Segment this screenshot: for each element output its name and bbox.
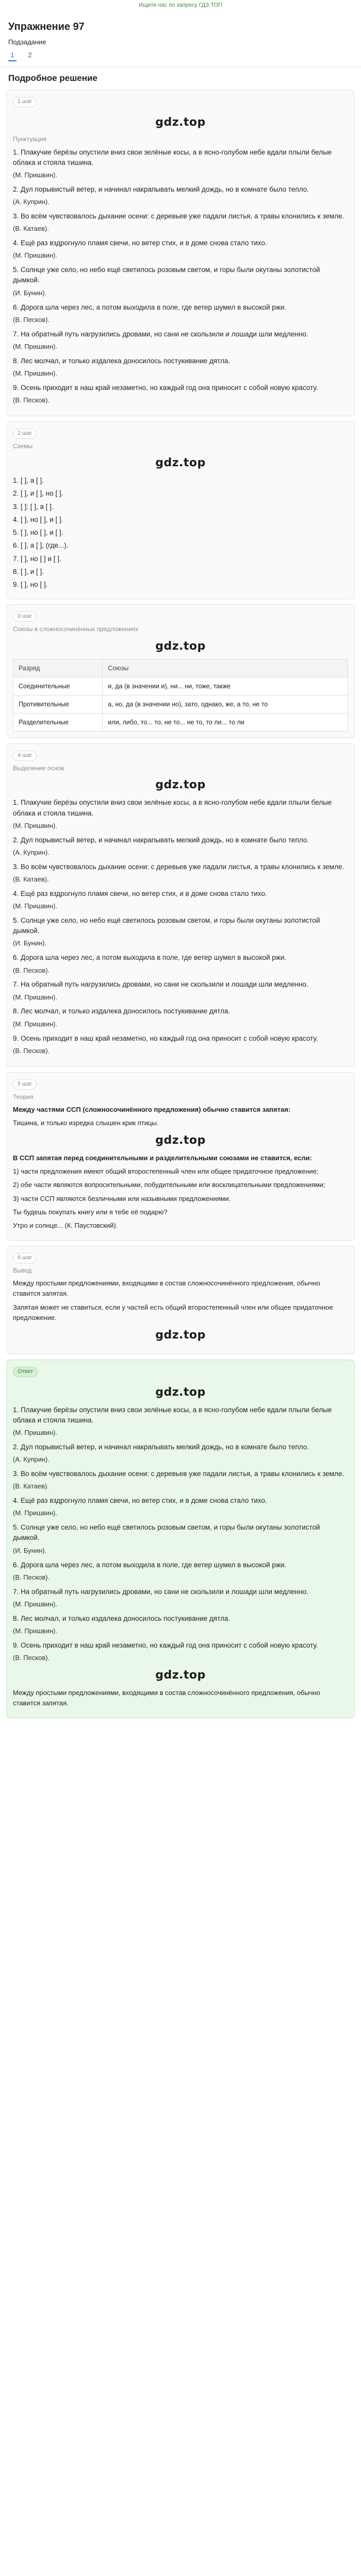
author-credit: (В. Песков). bbox=[13, 315, 50, 324]
sentence: 3. [ ]: [ ], а [ ]. bbox=[13, 502, 54, 511]
author-credit: (М. Пришвин). bbox=[13, 171, 57, 179]
conclusion-text: Запятая может не ставиться, если у частей есть общий второстепенный член или общее придаточное предложение. bbox=[13, 1303, 333, 1321]
sentence-list bbox=[13, 147, 348, 405]
watermark: gdz.top bbox=[155, 639, 206, 653]
author-credit: (В. Песков). bbox=[13, 1046, 50, 1055]
sentence: 9. Осень приходит в наш край незаметно, но каждый год она приносит с собой новую красоту. bbox=[13, 1034, 318, 1042]
author-credit: (В. Песков). bbox=[13, 1654, 50, 1662]
page-title: Упражнение 97 bbox=[8, 21, 85, 32]
sentence: 2. Дул порывистый ветер, и начинал накрапывать мелкий дождь, но в комнате было тепло. bbox=[13, 1443, 309, 1451]
sentence: 4. Ещё раз вздрогнуло пламя свечи, но ветер стих, и в доме снова стало тихо. bbox=[13, 239, 267, 247]
solution-heading: Подробное решение bbox=[8, 73, 97, 83]
author-credit: (М. Пришвин). bbox=[13, 1429, 57, 1437]
step-note: Пунктуация bbox=[13, 135, 46, 143]
sentence: 2. Дул порывистый ветер, и начинал накрапывать мелкий дождь, но в комнате было тепло. bbox=[13, 185, 309, 193]
table-cell: а, но, да (в значении но), зато, однако, же, а то, не то bbox=[103, 695, 348, 713]
step-note: Схемы bbox=[13, 442, 33, 450]
step-chip: 2 шаг bbox=[13, 429, 37, 439]
theory-example: Ты будешь покупать книгу или я тебе её подарю? bbox=[13, 1208, 168, 1216]
author-credit: (А. Куприн). bbox=[13, 848, 50, 856]
theory-bold: В ССП запятая перед соединительными и разделительными союзами не ставится, если: bbox=[13, 1154, 312, 1162]
theory-paragraph bbox=[13, 1105, 348, 1115]
sentence: 5. [ ], но [ ], и [ ]. bbox=[13, 529, 63, 537]
watermark: gdz.top bbox=[155, 116, 206, 129]
author-credit: (М. Пришвин). bbox=[13, 251, 57, 260]
sentence: 9. [ ], но [ ]. bbox=[13, 581, 48, 589]
author-credit: (В. Песков). bbox=[13, 966, 50, 974]
divider bbox=[0, 66, 361, 67]
sentence: 3. Во всём чувствовалось дыхание осени: с деревьев уже падали листья, а травы клонились к земле. bbox=[13, 1470, 344, 1478]
step-chip: 3 шаг bbox=[13, 612, 37, 622]
sentence: 9. Осень приходит в наш край незаметно, но каждый год она приносит с собой новую красоту. bbox=[13, 1641, 318, 1649]
sentence: 8. Лес молчал, и только издалека доносилось постукивание дятла. bbox=[13, 357, 231, 365]
sentence: 9. Осень приходит в наш край незаметно, но каждый год она приносит с собой новую красоту. bbox=[13, 383, 318, 392]
subtask-pager bbox=[8, 50, 353, 61]
answer-card bbox=[6, 1360, 355, 1718]
theory-example: Утро и солнце... (К. Паустовский). bbox=[13, 1221, 118, 1229]
theory-bold: Между частями ССП (сложносочинённого предложения) обычно ставится запятая: bbox=[13, 1105, 291, 1113]
table-cell: Противительные bbox=[13, 695, 103, 713]
table-cell: Соединительные bbox=[13, 677, 103, 695]
sentence: 6. [ ], а [ ], (где...). bbox=[13, 541, 69, 550]
conjunction-table bbox=[13, 659, 348, 732]
sentence: 4. Ещё раз вздрогнуло пламя свечи, но ветер стих, и в доме снова стало тихо. bbox=[13, 1497, 267, 1505]
sentence: 3. Во всём чувствовалось дыхание осени: с деревьев уже падали листья, а травы клонились к земле. bbox=[13, 862, 344, 871]
author-credit: (М. Пришвин). bbox=[13, 1020, 57, 1028]
step-note: Вывод bbox=[13, 1266, 32, 1274]
sentence: 1. Плакучие берёзы опустили вниз свои зелёные косы, а в ясно-голубом небе вдали плыли белые облака и стояла тишина. bbox=[13, 1405, 332, 1424]
answer-conclusion: Между простыми предложениями, входящими в состав сложносочинённого предложения, обычно ставится запятая. bbox=[13, 1688, 320, 1707]
watermark: gdz.top bbox=[155, 1328, 206, 1342]
sentence: 1. Плакучие берёзы опустили вниз свои зелёные косы, а в ясно-голубом небе вдали плыли белые облака и стояла тишина. bbox=[13, 799, 332, 817]
sentence: 5. Солнце уже село, но небо ещё светилось розовым светом, и горы были окутаны золотистой дымкой. bbox=[13, 266, 320, 284]
sentence: 5. Солнце уже село, но небо ещё светилось розовым светом, и горы были окутаны золотистой дымкой. bbox=[13, 916, 320, 935]
author-credit: (В. Песков). bbox=[13, 396, 50, 404]
sentence: 7. На обратный путь нагрузились дровами, но сани не скользили и лошади шли медленно. bbox=[13, 330, 308, 338]
sentence: 7. [ ], но [ ] и [ ]. bbox=[13, 554, 61, 563]
author-credit: (И. Бунин). bbox=[13, 289, 47, 297]
table-row bbox=[13, 713, 348, 731]
author-credit: (М. Пришвин). bbox=[13, 1509, 57, 1517]
sentence: 7. На обратный путь нагрузились дровами, но сани не скользили и лошади шли медленно. bbox=[13, 1587, 308, 1596]
watermark: gdz.top bbox=[155, 778, 206, 792]
author-credit: (М. Пришвин). bbox=[13, 902, 57, 910]
author-credit: (М. Пришвин). bbox=[13, 821, 57, 829]
sentence: 8. Лес молчал, и только издалека доносилось постукивание дятла. bbox=[13, 1614, 231, 1622]
step-note: Теория bbox=[13, 1093, 34, 1100]
sentence: 7. На обратный путь нагрузились дровами, но сани не скользили и лошади шли медленно. bbox=[13, 980, 308, 989]
author-credit: (М. Пришвин). bbox=[13, 1600, 57, 1608]
author-credit: (М. Пришвин). bbox=[13, 993, 57, 1001]
subtask-label: Подзадание bbox=[8, 38, 46, 46]
table-cell: Разделительные bbox=[13, 713, 103, 731]
sentence: 2. [ ], и [ ], но [ ]. bbox=[13, 489, 63, 498]
theory-rule: 1) части предложения имеют общий второстепенный член или общее придаточное предложение; bbox=[13, 1167, 319, 1176]
step-note: Выделение основ bbox=[13, 765, 64, 772]
step-card-4 bbox=[6, 743, 355, 1067]
sentence: 8. Лес молчал, и только издалека доносилось постукивание дятла. bbox=[13, 1007, 231, 1015]
answer-chip: Ответ bbox=[13, 1367, 38, 1377]
author-credit: (В. Катаев). bbox=[13, 1482, 49, 1490]
watermark: gdz.top bbox=[155, 1385, 206, 1399]
theory-paragraph bbox=[13, 1153, 348, 1163]
step-card-3 bbox=[6, 604, 355, 738]
scheme-list bbox=[13, 476, 348, 590]
sentence: 5. Солнце уже село, но небо ещё светилось розовым светом, и горы были окутаны золотистой дымкой. bbox=[13, 1523, 320, 1542]
author-credit: (В. Катаев). bbox=[13, 225, 49, 233]
table-cell: или, либо, то... то, не то... не то, то ли... то ли bbox=[103, 713, 348, 731]
table-header-cell: Разряд bbox=[13, 659, 103, 677]
sentence: 8. [ ], и [ ]. bbox=[13, 567, 44, 575]
author-credit: (М. Пришвин). bbox=[13, 342, 57, 350]
sentence: 6. Дорога шла через лес, а потом выходила в поле, где ветер шумел в высокой ржи. bbox=[13, 954, 287, 962]
table-header-cell: Союзы bbox=[103, 659, 348, 677]
top-banner-text: Ищите нас по запросу ГДЗ.ТОП bbox=[139, 2, 222, 8]
table-row bbox=[13, 695, 348, 713]
table-header-row bbox=[13, 659, 348, 677]
sentence: 2. Дул порывистый ветер, и начинал накрапывать мелкий дождь, но в комнате было тепло. bbox=[13, 836, 309, 844]
author-credit: (А. Куприн). bbox=[13, 198, 50, 206]
conclusion-text: Между простыми предложениями, входящими в состав сложносочинённого предложения, обычно ставится запятая. bbox=[13, 1279, 320, 1298]
author-credit: (В. Песков). bbox=[13, 1573, 50, 1581]
step-chip: 6 шаг bbox=[13, 1253, 37, 1263]
author-credit: (М. Пришвин). bbox=[13, 1627, 57, 1635]
step-chip: 1 шаг bbox=[13, 97, 37, 107]
sentence: 4. Ещё раз вздрогнуло пламя свечи, но ветер стих, и в доме снова стало тихо. bbox=[13, 889, 267, 897]
answer-sentence-list bbox=[13, 1405, 348, 1663]
theory-rule: 3) части ССП являются безличными или назывными предложениями. bbox=[13, 1194, 231, 1202]
step-card-5 bbox=[6, 1072, 355, 1241]
watermark: gdz.top bbox=[155, 1134, 206, 1147]
author-credit: (М. Пришвин). bbox=[13, 369, 57, 377]
step-card-2 bbox=[6, 421, 355, 599]
step-card-1 bbox=[6, 90, 355, 416]
top-banner[interactable] bbox=[0, 0, 361, 11]
sentence: 1. Плакучие берёзы опустили вниз свои зелёные косы, а в ясно-голубом небе вдали плыли белые облака и стояла тишина. bbox=[13, 148, 332, 166]
pager-item-1[interactable]: 1 bbox=[8, 50, 17, 61]
step-chip: 4 шаг bbox=[13, 751, 37, 761]
sentence: 1. [ ], а [ ]. bbox=[13, 477, 44, 485]
pager-item-2[interactable]: 2 bbox=[28, 50, 32, 59]
sentence: 4. [ ], но [ ], и [ ]. bbox=[13, 515, 63, 523]
step-note: Союзы в сложносочинённых предложениях bbox=[13, 625, 139, 633]
step-chip: 5 шаг bbox=[13, 1079, 37, 1090]
table-cell: и, да (в значении и), ни... ни, тоже, также bbox=[103, 677, 348, 695]
author-credit: (А. Куприн). bbox=[13, 1455, 50, 1464]
author-credit: (В. Катаев). bbox=[13, 875, 49, 883]
theory-example: Тишина, и только изредка слышен крик птицы. bbox=[13, 1119, 159, 1127]
sentence: 6. Дорога шла через лес, а потом выходила в поле, где ветер шумел в высокой ржи. bbox=[13, 1561, 287, 1569]
author-credit: (И. Бунин). bbox=[13, 1546, 47, 1554]
theory-rule: 2) обе части являются вопросительными, побудительными или восклицательными предложениями; bbox=[13, 1181, 325, 1189]
table-row bbox=[13, 677, 348, 695]
author-credit: (И. Бунин). bbox=[13, 939, 47, 947]
step-card-6 bbox=[6, 1246, 355, 1354]
sentence-list bbox=[13, 798, 348, 1056]
sentence: 6. Дорога шла через лес, а потом выходила в поле, где ветер шумел в высокой ржи. bbox=[13, 303, 287, 311]
watermark: gdz.top bbox=[155, 456, 206, 470]
watermark: gdz.top bbox=[155, 1668, 206, 1682]
sentence: 3. Во всём чувствовалось дыхание осени: с деревьев уже падали листья, а травы клонились к земле. bbox=[13, 212, 344, 220]
